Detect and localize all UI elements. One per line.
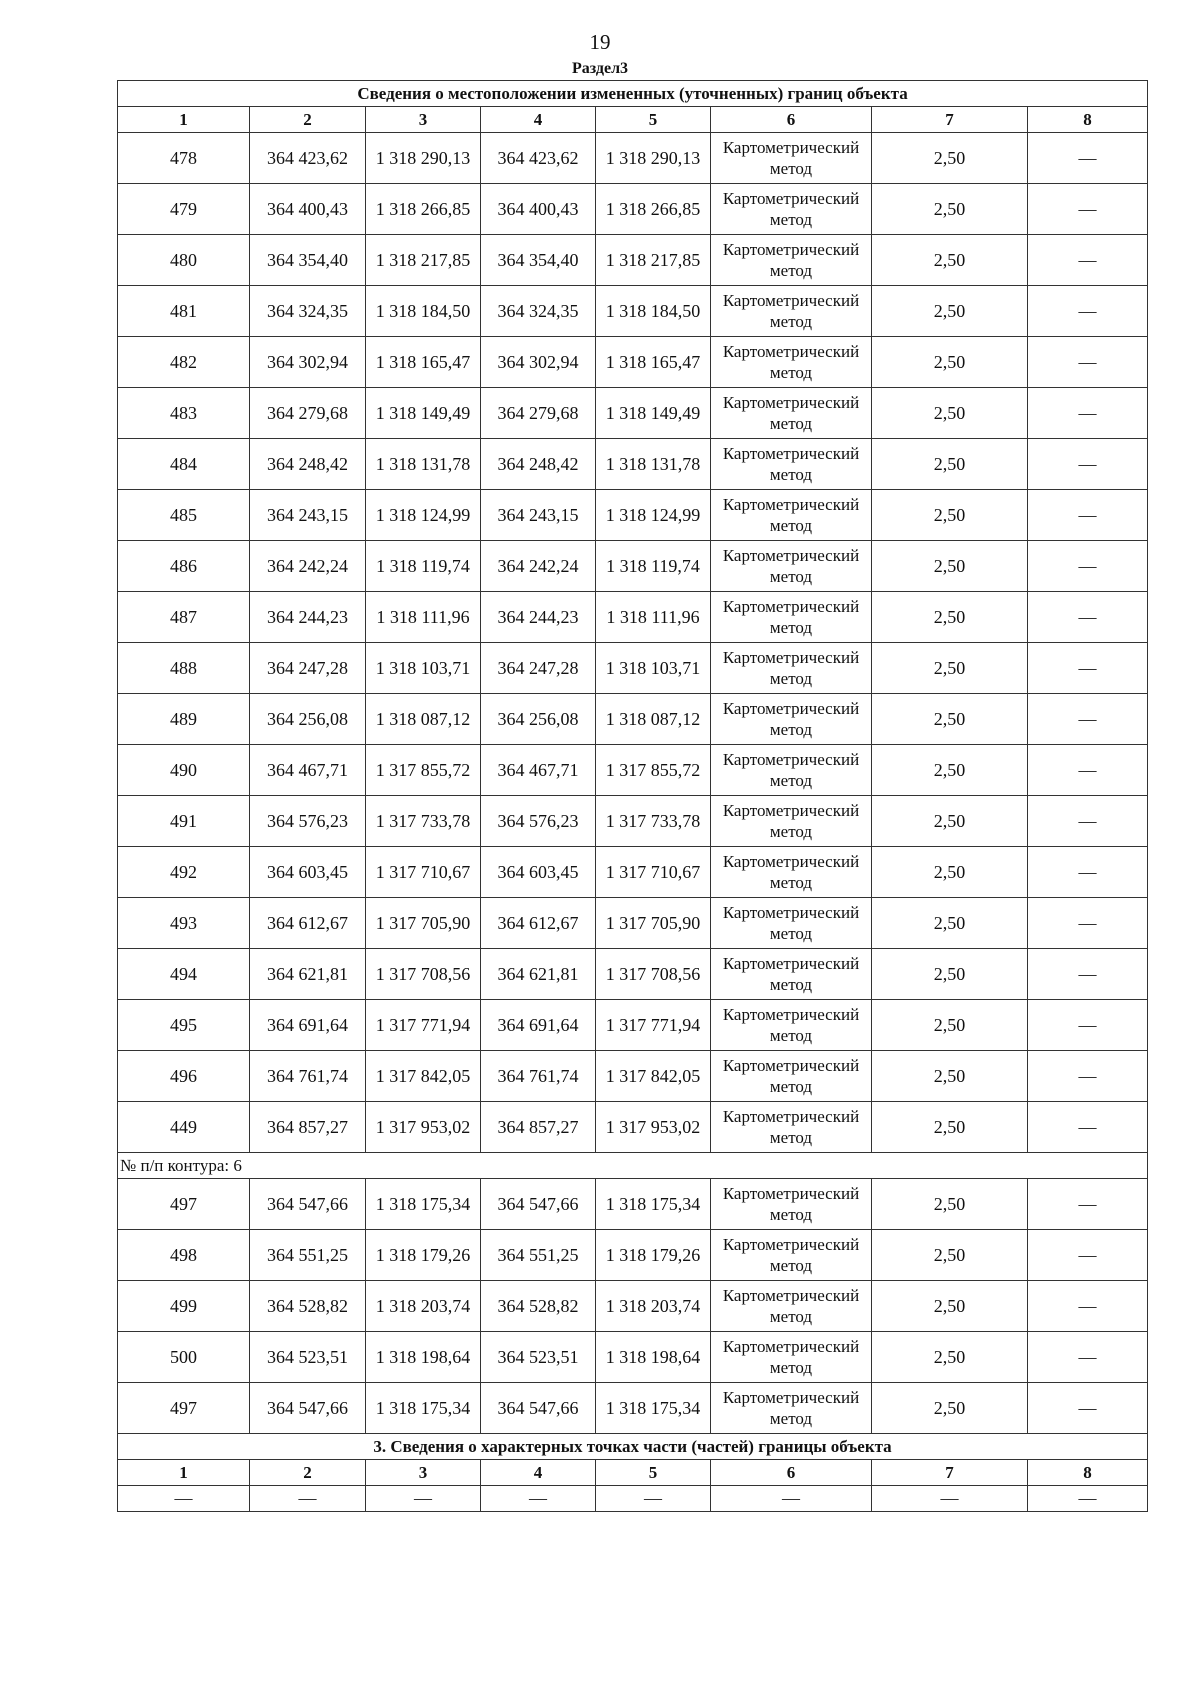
- y-refined-cell: 1 318 124,99: [596, 490, 711, 541]
- y-existing-cell: 1 318 131,78: [366, 439, 481, 490]
- contour-label: № п/п контура: 6: [118, 1153, 1148, 1179]
- y-existing-cell: 1 317 842,05: [366, 1051, 481, 1102]
- table-row: [118, 643, 1148, 694]
- method-cell: Картометрический метод: [711, 541, 872, 592]
- point-number-cell: 494: [118, 949, 250, 1000]
- method-cell: Картометрический метод: [711, 133, 872, 184]
- x-refined-cell: 364 691,64: [481, 1000, 596, 1051]
- x-refined-cell: 364 547,66: [481, 1383, 596, 1434]
- column-header: 3: [366, 107, 481, 133]
- method-cell: Картометрический метод: [711, 745, 872, 796]
- point-number-cell: 492: [118, 847, 250, 898]
- table-row: [118, 796, 1148, 847]
- y-existing-cell: 1 317 710,67: [366, 847, 481, 898]
- x-refined-cell: 364 603,45: [481, 847, 596, 898]
- point-number-cell: 488: [118, 643, 250, 694]
- accuracy-cell: 2,50: [872, 796, 1028, 847]
- note-cell: —: [1028, 745, 1148, 796]
- note-cell: —: [1028, 694, 1148, 745]
- table-row: [118, 439, 1148, 490]
- table-row: [118, 235, 1148, 286]
- x-refined-cell: 364 576,23: [481, 796, 596, 847]
- note-cell: —: [1028, 337, 1148, 388]
- method-cell: Картометрический метод: [711, 592, 872, 643]
- method-cell: Картометрический метод: [711, 1102, 872, 1153]
- y-existing-cell: 1 318 175,34: [366, 1383, 481, 1434]
- column-header: 4: [481, 107, 596, 133]
- x-existing-cell: 364 324,35: [250, 286, 366, 337]
- x-refined-cell: 364 857,27: [481, 1102, 596, 1153]
- x-existing-cell: 364 528,82: [250, 1281, 366, 1332]
- x-refined-cell: 364 243,15: [481, 490, 596, 541]
- column-header: 5: [596, 107, 711, 133]
- x-refined-cell: 364 761,74: [481, 1051, 596, 1102]
- method-cell: Картометрический метод: [711, 388, 872, 439]
- note-cell: —: [1028, 1000, 1148, 1051]
- table-row: [118, 1102, 1148, 1153]
- accuracy-cell: 2,50: [872, 898, 1028, 949]
- table-row: [118, 133, 1148, 184]
- accuracy-cell: 2,50: [872, 1179, 1028, 1230]
- x-existing-cell: 364 576,23: [250, 796, 366, 847]
- x-refined-cell: 364 523,51: [481, 1332, 596, 1383]
- accuracy-cell: 2,50: [872, 388, 1028, 439]
- note-cell: —: [1028, 592, 1148, 643]
- method-cell: Картометрический метод: [711, 1051, 872, 1102]
- x-existing-cell: 364 248,42: [250, 439, 366, 490]
- section3-title-row: [118, 1434, 1148, 1460]
- y-existing-cell: 1 318 087,12: [366, 694, 481, 745]
- y-existing-cell: 1 318 198,64: [366, 1332, 481, 1383]
- note-cell: —: [1028, 1051, 1148, 1102]
- point-number-cell: 481: [118, 286, 250, 337]
- note-cell: —: [1028, 388, 1148, 439]
- y-existing-cell: 1 318 149,49: [366, 388, 481, 439]
- note-cell: —: [1028, 541, 1148, 592]
- note-cell: —: [1028, 796, 1148, 847]
- accuracy-cell: 2,50: [872, 184, 1028, 235]
- y-existing-cell: 1 318 266,85: [366, 184, 481, 235]
- y-refined-cell: 1 317 953,02: [596, 1102, 711, 1153]
- empty-cell: —: [1028, 1486, 1148, 1512]
- point-number-cell: 490: [118, 745, 250, 796]
- note-cell: —: [1028, 490, 1148, 541]
- point-number-cell: 498: [118, 1230, 250, 1281]
- column-header: 1: [118, 107, 250, 133]
- table-row: [118, 1281, 1148, 1332]
- empty-cell: —: [366, 1486, 481, 1512]
- note-cell: —: [1028, 1179, 1148, 1230]
- point-number-cell: 491: [118, 796, 250, 847]
- x-refined-cell: 364 423,62: [481, 133, 596, 184]
- x-existing-cell: 364 467,71: [250, 745, 366, 796]
- section3-title: 3. Сведения о характерных точках части (частей) границы объекта: [118, 1434, 1148, 1460]
- method-cell: Картометрический метод: [711, 847, 872, 898]
- y-refined-cell: 1 318 131,78: [596, 439, 711, 490]
- section-label: Раздел3: [571, 60, 629, 77]
- y-existing-cell: 1 318 119,74: [366, 541, 481, 592]
- y-existing-cell: 1 318 184,50: [366, 286, 481, 337]
- boundary-table: [117, 80, 1148, 1512]
- x-existing-cell: 364 547,66: [250, 1179, 366, 1230]
- y-refined-cell: 1 318 165,47: [596, 337, 711, 388]
- note-cell: —: [1028, 286, 1148, 337]
- y-refined-cell: 1 318 175,34: [596, 1383, 711, 1434]
- method-cell: Картометрический метод: [711, 796, 872, 847]
- x-refined-cell: 364 400,43: [481, 184, 596, 235]
- empty-cell: —: [481, 1486, 596, 1512]
- y-refined-cell: 1 318 119,74: [596, 541, 711, 592]
- x-refined-cell: 364 551,25: [481, 1230, 596, 1281]
- y-existing-cell: 1 317 855,72: [366, 745, 481, 796]
- table-row: [118, 1051, 1148, 1102]
- x-refined-cell: 364 256,08: [481, 694, 596, 745]
- x-existing-cell: 364 247,28: [250, 643, 366, 694]
- x-refined-cell: 364 244,23: [481, 592, 596, 643]
- y-refined-cell: 1 318 179,26: [596, 1230, 711, 1281]
- page-number: 19: [589, 30, 611, 54]
- note-cell: —: [1028, 898, 1148, 949]
- y-existing-cell: 1 318 290,13: [366, 133, 481, 184]
- y-refined-cell: 1 318 203,74: [596, 1281, 711, 1332]
- y-existing-cell: 1 318 179,26: [366, 1230, 481, 1281]
- accuracy-cell: 2,50: [872, 1051, 1028, 1102]
- point-number-cell: 483: [118, 388, 250, 439]
- point-number-cell: 500: [118, 1332, 250, 1383]
- method-cell: Картометрический метод: [711, 286, 872, 337]
- note-cell: —: [1028, 1230, 1148, 1281]
- point-number-cell: 489: [118, 694, 250, 745]
- table-row: [118, 1383, 1148, 1434]
- accuracy-cell: 2,50: [872, 541, 1028, 592]
- point-number-cell: 497: [118, 1179, 250, 1230]
- column-header: 4: [481, 1460, 596, 1486]
- method-cell: Картометрический метод: [711, 337, 872, 388]
- empty-cell: —: [872, 1486, 1028, 1512]
- column-header: 2: [250, 107, 366, 133]
- y-refined-cell: 1 318 103,71: [596, 643, 711, 694]
- table-row: [118, 898, 1148, 949]
- method-cell: Картометрический метод: [711, 643, 872, 694]
- column-header-row: [118, 107, 1148, 133]
- note-cell: —: [1028, 949, 1148, 1000]
- x-existing-cell: 364 354,40: [250, 235, 366, 286]
- accuracy-cell: 2,50: [872, 694, 1028, 745]
- y-refined-cell: 1 318 266,85: [596, 184, 711, 235]
- method-cell: Картометрический метод: [711, 439, 872, 490]
- y-refined-cell: 1 317 708,56: [596, 949, 711, 1000]
- table-row: [118, 1230, 1148, 1281]
- point-number-cell: 478: [118, 133, 250, 184]
- column-header: 8: [1028, 1460, 1148, 1486]
- accuracy-cell: 2,50: [872, 592, 1028, 643]
- point-number-cell: 486: [118, 541, 250, 592]
- method-cell: Картометрический метод: [711, 184, 872, 235]
- column-header: 7: [872, 1460, 1028, 1486]
- note-cell: —: [1028, 1332, 1148, 1383]
- accuracy-cell: 2,50: [872, 1281, 1028, 1332]
- x-existing-cell: 364 761,74: [250, 1051, 366, 1102]
- accuracy-cell: 2,50: [872, 1000, 1028, 1051]
- point-number-cell: 480: [118, 235, 250, 286]
- table-row: [118, 286, 1148, 337]
- method-cell: Картометрический метод: [711, 1383, 872, 1434]
- x-existing-cell: 364 612,67: [250, 898, 366, 949]
- table-row: [118, 1179, 1148, 1230]
- method-cell: Картометрический метод: [711, 898, 872, 949]
- note-cell: —: [1028, 643, 1148, 694]
- x-existing-cell: 364 242,24: [250, 541, 366, 592]
- column-header: 3: [366, 1460, 481, 1486]
- method-cell: Картометрический метод: [711, 1332, 872, 1383]
- y-existing-cell: 1 318 217,85: [366, 235, 481, 286]
- y-existing-cell: 1 318 111,96: [366, 592, 481, 643]
- y-refined-cell: 1 318 217,85: [596, 235, 711, 286]
- point-number-cell: 449: [118, 1102, 250, 1153]
- point-number-cell: 497: [118, 1383, 250, 1434]
- y-refined-cell: 1 318 198,64: [596, 1332, 711, 1383]
- x-existing-cell: 364 551,25: [250, 1230, 366, 1281]
- x-refined-cell: 364 242,24: [481, 541, 596, 592]
- point-number-cell: 499: [118, 1281, 250, 1332]
- empty-cell: —: [118, 1486, 250, 1512]
- y-existing-cell: 1 318 203,74: [366, 1281, 481, 1332]
- accuracy-cell: 2,50: [872, 439, 1028, 490]
- x-refined-cell: 364 248,42: [481, 439, 596, 490]
- method-cell: Картометрический метод: [711, 694, 872, 745]
- column-header: 6: [711, 107, 872, 133]
- section3-empty-row: [118, 1486, 1148, 1512]
- accuracy-cell: 2,50: [872, 1230, 1028, 1281]
- accuracy-cell: 2,50: [872, 235, 1028, 286]
- accuracy-cell: 2,50: [872, 949, 1028, 1000]
- note-cell: —: [1028, 1102, 1148, 1153]
- note-cell: —: [1028, 235, 1148, 286]
- accuracy-cell: 2,50: [872, 1383, 1028, 1434]
- y-refined-cell: 1 317 733,78: [596, 796, 711, 847]
- table-row: [118, 1000, 1148, 1051]
- x-refined-cell: 364 354,40: [481, 235, 596, 286]
- table-row: [118, 949, 1148, 1000]
- method-cell: Картометрический метод: [711, 949, 872, 1000]
- method-cell: Картометрический метод: [711, 1281, 872, 1332]
- x-existing-cell: 364 244,23: [250, 592, 366, 643]
- column-header: 5: [596, 1460, 711, 1486]
- column-header: 1: [118, 1460, 250, 1486]
- point-number-cell: 495: [118, 1000, 250, 1051]
- empty-cell: —: [711, 1486, 872, 1512]
- x-refined-cell: 364 528,82: [481, 1281, 596, 1332]
- y-existing-cell: 1 317 953,02: [366, 1102, 481, 1153]
- point-number-cell: 484: [118, 439, 250, 490]
- x-existing-cell: 364 256,08: [250, 694, 366, 745]
- table-row: [118, 694, 1148, 745]
- x-refined-cell: 364 467,71: [481, 745, 596, 796]
- x-refined-cell: 364 302,94: [481, 337, 596, 388]
- method-cell: Картометрический метод: [711, 1000, 872, 1051]
- y-existing-cell: 1 317 733,78: [366, 796, 481, 847]
- accuracy-cell: 2,50: [872, 643, 1028, 694]
- method-cell: Картометрический метод: [711, 235, 872, 286]
- table-row: [118, 184, 1148, 235]
- y-refined-cell: 1 318 290,13: [596, 133, 711, 184]
- y-refined-cell: 1 317 771,94: [596, 1000, 711, 1051]
- x-existing-cell: 364 423,62: [250, 133, 366, 184]
- point-number-cell: 496: [118, 1051, 250, 1102]
- accuracy-cell: 2,50: [872, 133, 1028, 184]
- x-existing-cell: 364 603,45: [250, 847, 366, 898]
- point-number-cell: 485: [118, 490, 250, 541]
- x-existing-cell: 364 691,64: [250, 1000, 366, 1051]
- column-header: 2: [250, 1460, 366, 1486]
- table-row: [118, 847, 1148, 898]
- y-refined-cell: 1 318 184,50: [596, 286, 711, 337]
- contour-row: [118, 1153, 1148, 1179]
- table-title: Сведения о местоположении измененных (уточненных) границ объекта: [118, 81, 1148, 107]
- point-number-cell: 479: [118, 184, 250, 235]
- y-refined-cell: 1 318 175,34: [596, 1179, 711, 1230]
- x-existing-cell: 364 279,68: [250, 388, 366, 439]
- point-number-cell: 487: [118, 592, 250, 643]
- y-existing-cell: 1 317 708,56: [366, 949, 481, 1000]
- y-existing-cell: 1 317 705,90: [366, 898, 481, 949]
- method-cell: Картометрический метод: [711, 490, 872, 541]
- table-row: [118, 1332, 1148, 1383]
- accuracy-cell: 2,50: [872, 286, 1028, 337]
- note-cell: —: [1028, 439, 1148, 490]
- column-header: 8: [1028, 107, 1148, 133]
- section3-header-row: [118, 1460, 1148, 1486]
- method-cell: Картометрический метод: [711, 1179, 872, 1230]
- point-number-cell: 493: [118, 898, 250, 949]
- y-refined-cell: 1 317 842,05: [596, 1051, 711, 1102]
- accuracy-cell: 2,50: [872, 1102, 1028, 1153]
- accuracy-cell: 2,50: [872, 745, 1028, 796]
- x-existing-cell: 364 400,43: [250, 184, 366, 235]
- table-row: [118, 337, 1148, 388]
- y-existing-cell: 1 318 165,47: [366, 337, 481, 388]
- y-existing-cell: 1 317 771,94: [366, 1000, 481, 1051]
- method-cell: Картометрический метод: [711, 1230, 872, 1281]
- accuracy-cell: 2,50: [872, 847, 1028, 898]
- y-refined-cell: 1 317 710,67: [596, 847, 711, 898]
- accuracy-cell: 2,50: [872, 490, 1028, 541]
- table-row: [118, 592, 1148, 643]
- y-refined-cell: 1 318 149,49: [596, 388, 711, 439]
- note-cell: —: [1028, 1281, 1148, 1332]
- accuracy-cell: 2,50: [872, 1332, 1028, 1383]
- x-existing-cell: 364 547,66: [250, 1383, 366, 1434]
- x-refined-cell: 364 612,67: [481, 898, 596, 949]
- y-refined-cell: 1 318 087,12: [596, 694, 711, 745]
- y-existing-cell: 1 318 175,34: [366, 1179, 481, 1230]
- x-existing-cell: 364 621,81: [250, 949, 366, 1000]
- y-existing-cell: 1 318 124,99: [366, 490, 481, 541]
- y-refined-cell: 1 317 855,72: [596, 745, 711, 796]
- x-refined-cell: 364 547,66: [481, 1179, 596, 1230]
- x-existing-cell: 364 243,15: [250, 490, 366, 541]
- x-refined-cell: 364 247,28: [481, 643, 596, 694]
- accuracy-cell: 2,50: [872, 337, 1028, 388]
- table-row: [118, 388, 1148, 439]
- point-number-cell: 482: [118, 337, 250, 388]
- note-cell: —: [1028, 184, 1148, 235]
- x-refined-cell: 364 324,35: [481, 286, 596, 337]
- empty-cell: —: [250, 1486, 366, 1512]
- y-refined-cell: 1 317 705,90: [596, 898, 711, 949]
- note-cell: —: [1028, 133, 1148, 184]
- x-refined-cell: 364 279,68: [481, 388, 596, 439]
- x-existing-cell: 364 523,51: [250, 1332, 366, 1383]
- table-title-row: [118, 81, 1148, 107]
- x-existing-cell: 364 857,27: [250, 1102, 366, 1153]
- x-refined-cell: 364 621,81: [481, 949, 596, 1000]
- column-header: 7: [872, 107, 1028, 133]
- empty-cell: —: [596, 1486, 711, 1512]
- note-cell: —: [1028, 847, 1148, 898]
- table-row: [118, 745, 1148, 796]
- note-cell: —: [1028, 1383, 1148, 1434]
- y-refined-cell: 1 318 111,96: [596, 592, 711, 643]
- table-row: [118, 490, 1148, 541]
- y-existing-cell: 1 318 103,71: [366, 643, 481, 694]
- column-header: 6: [711, 1460, 872, 1486]
- table-row: [118, 541, 1148, 592]
- x-existing-cell: 364 302,94: [250, 337, 366, 388]
